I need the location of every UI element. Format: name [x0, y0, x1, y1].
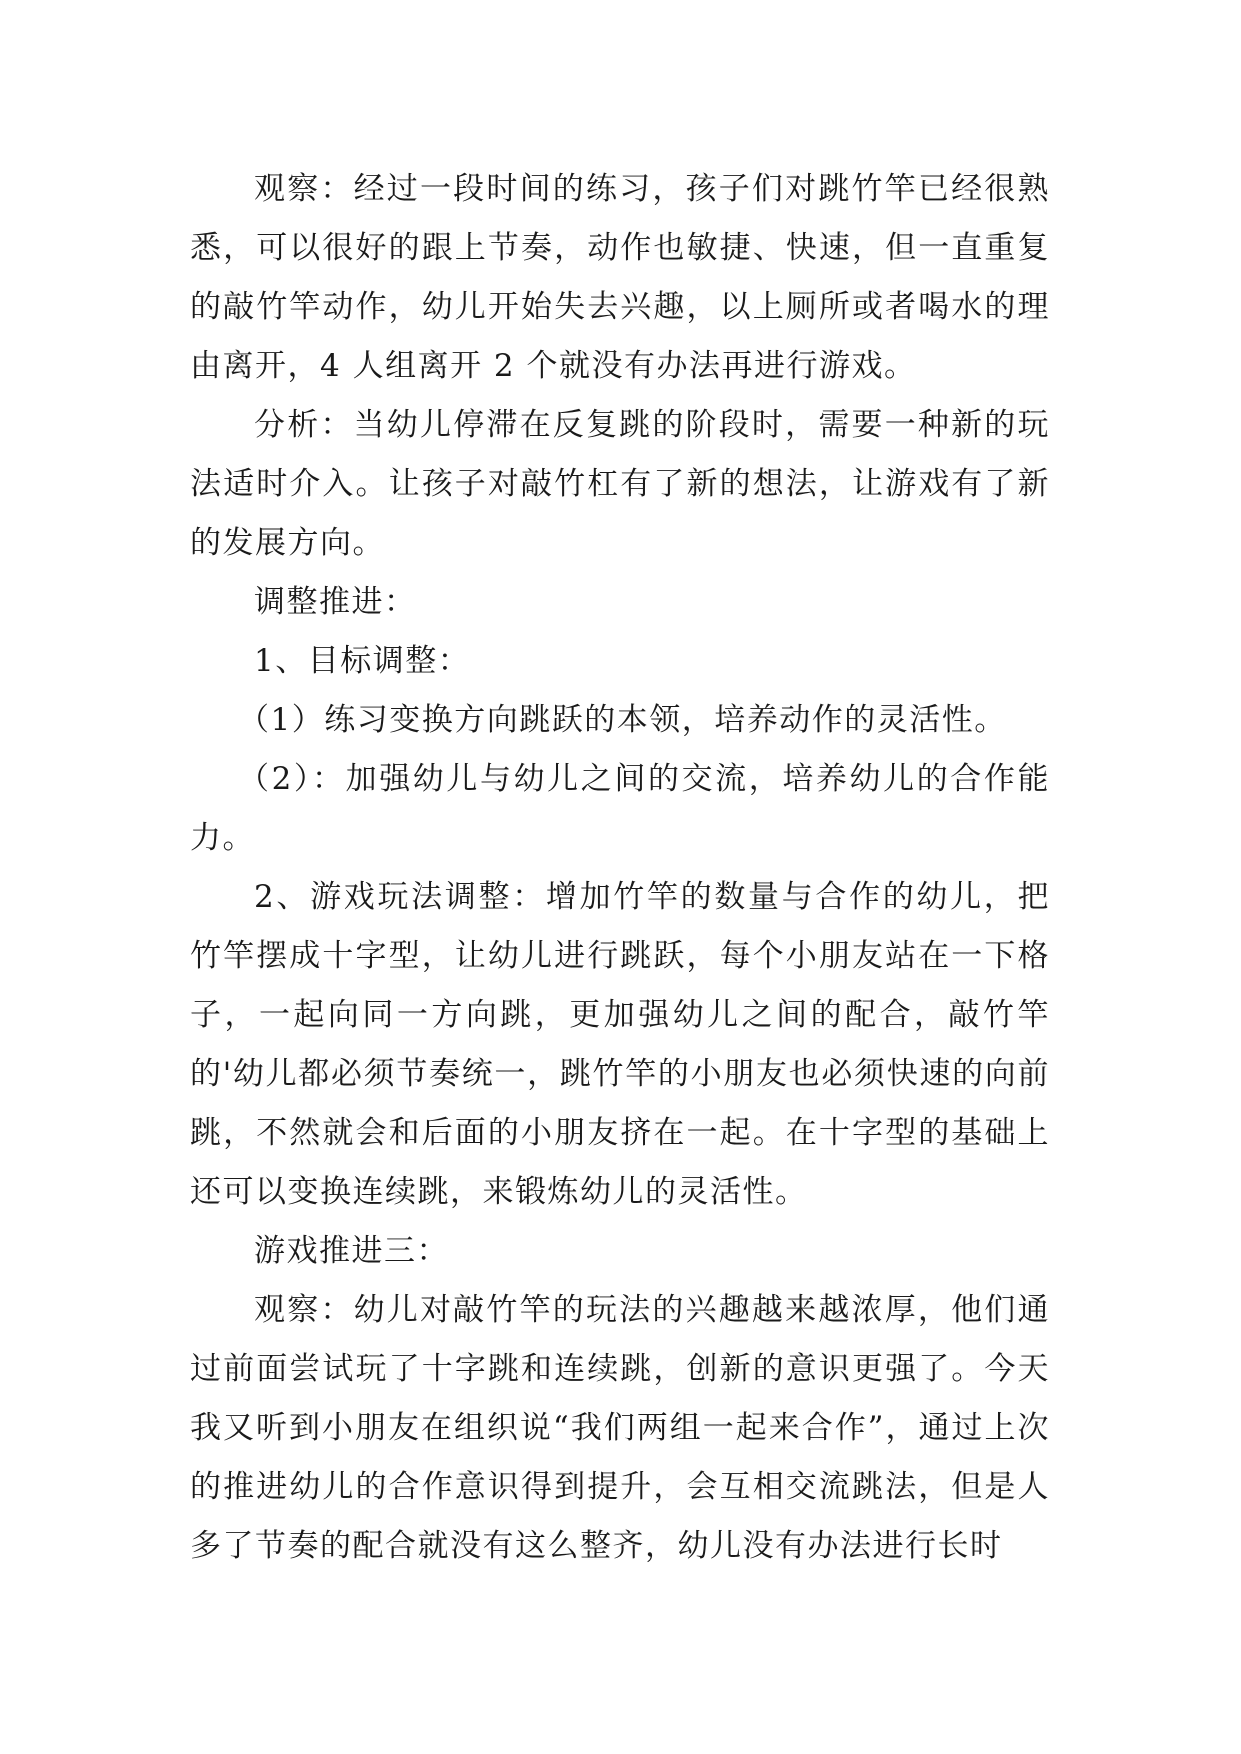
paragraph-observation-2: 观察：幼儿对敲竹竿的玩法的兴趣越来越浓厚，他们通过前面尝试玩了十字跳和连续跳，创新的意识更强了。今天我又听到小朋友在组织说“我们两组一起来合作”，通过上次的推进幼儿的合作意识得到提升，会互相交流跳法，但是人多了节奏的配合就没有这么整齐，幼儿没有办法进行长时 [190, 1292, 1050, 1564]
paragraph-goal-2: （2）：加强幼儿与幼儿之间的交流，培养幼儿的合作能力。 [190, 761, 1050, 856]
paragraph-goal-heading: 1、目标调整： [254, 643, 471, 679]
paragraph-analysis: 分析：当幼儿停滞在反复跳的阶段时，需要一种新的玩法适时介入。让孩子对敲竹杠有了新的想法，让游戏有了新的发展方向。 [190, 407, 1050, 561]
document-body [190, 160, 1050, 1576]
paragraph-game-advance-3-heading: 游戏推进三： [254, 1233, 449, 1269]
paragraph-gameplay-adjustment: 2、游戏玩法调整：增加竹竿的数量与合作的幼儿，把竹竿摆成十字型，让幼儿进行跳跃，每个小朋友站在一下格子，一起向同一方向跳，更加强幼儿之间的配合，敲竹竿的'幼儿都必须节奏统一，跳竹竿的小朋友也必须快速的向前跳，不然就会和后面的小朋友挤在一起。在十字型的基础上还可以变换连续跳，来锻炼幼儿的灵活性。 [190, 879, 1050, 1210]
paragraph-adjustment-heading: 调整推进： [254, 584, 417, 620]
paragraph-observation-1: 观察：经过一段时间的练习，孩子们对跳竹竿已经很熟悉，可以很好的跟上节奏，动作也敏捷、快速，但一直重复的敲竹竿动作，幼儿开始失去兴趣，以上厕所或者喝水的理由离开，4 人组离开 2 个就没有办法再进行游戏。 [190, 171, 1050, 384]
paragraph-goal-1: （1）练习变换方向跳跃的本领，培养动作的灵活性。 [238, 702, 1007, 738]
